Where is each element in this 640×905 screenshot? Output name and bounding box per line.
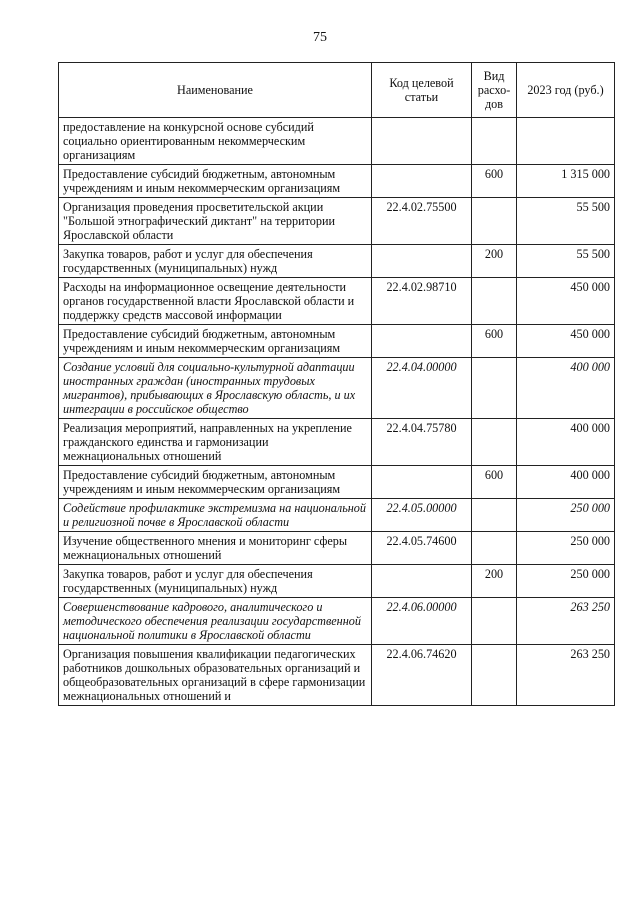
header-name: Наименование xyxy=(59,63,372,118)
cell-kind xyxy=(472,645,517,706)
cell-code: 22.4.06.74620 xyxy=(372,645,472,706)
table-row xyxy=(59,532,615,565)
cell-kind: 600 xyxy=(472,165,517,198)
page-number: 75 xyxy=(313,30,327,45)
cell-amount: 1 315 000 xyxy=(517,165,615,198)
cell-kind: 600 xyxy=(472,466,517,499)
cell-code: 22.4.04.75780 xyxy=(372,419,472,466)
cell-name: Расходы на информационное освещение деятельности органов государственной власти Ярославской области и поддержку средств массовой информации xyxy=(59,278,372,325)
cell-code: 22.4.05.74600 xyxy=(372,532,472,565)
cell-amount: 250 000 xyxy=(517,532,615,565)
cell-name: Организация проведения просветительской акции "Большой этнографический диктант" на территории Ярославской области xyxy=(59,198,372,245)
cell-amount: 55 500 xyxy=(517,198,615,245)
table-row xyxy=(59,165,615,198)
cell-amount: 450 000 xyxy=(517,278,615,325)
cell-name: Совершенствование кадрового, аналитического и методического обеспечения реализации государственной национальной политики в Ярославской области xyxy=(59,598,372,645)
table-row xyxy=(59,645,615,706)
cell-code xyxy=(372,466,472,499)
header-kind: Вид расхо-дов xyxy=(472,63,517,118)
cell-name: Изучение общественного мнения и мониторинг сферы межнациональных отношений xyxy=(59,532,372,565)
cell-kind xyxy=(472,499,517,532)
cell-amount: 450 000 xyxy=(517,325,615,358)
cell-code: 22.4.05.00000 xyxy=(372,499,472,532)
table-body xyxy=(59,118,615,706)
cell-kind xyxy=(472,532,517,565)
cell-name: Закупка товаров, работ и услуг для обеспечения государственных (муниципальных) нужд xyxy=(59,565,372,598)
cell-name: Предоставление субсидий бюджетным, автономным учреждениям и иным некоммерческим организациям xyxy=(59,466,372,499)
cell-name: предоставление на конкурсной основе субсидий социально ориентированным некоммерческим организациям xyxy=(59,118,372,165)
cell-code: 22.4.04.00000 xyxy=(372,358,472,419)
cell-code xyxy=(372,245,472,278)
table-row xyxy=(59,499,615,532)
cell-amount: 400 000 xyxy=(517,419,615,466)
cell-amount: 250 000 xyxy=(517,565,615,598)
table-row xyxy=(59,198,615,245)
cell-name: Закупка товаров, работ и услуг для обеспечения государственных (муниципальных) нужд xyxy=(59,245,372,278)
cell-code: 22.4.06.00000 xyxy=(372,598,472,645)
cell-kind xyxy=(472,278,517,325)
cell-name: Предоставление субсидий бюджетным, автономным учреждениям и иным некоммерческим организациям xyxy=(59,165,372,198)
cell-code xyxy=(372,325,472,358)
cell-kind: 600 xyxy=(472,325,517,358)
cell-kind xyxy=(472,118,517,165)
table-row xyxy=(59,358,615,419)
cell-amount: 250 000 xyxy=(517,499,615,532)
cell-kind xyxy=(472,419,517,466)
cell-kind: 200 xyxy=(472,245,517,278)
cell-amount: 263 250 xyxy=(517,645,615,706)
cell-amount: 400 000 xyxy=(517,358,615,419)
header-amount: 2023 год (руб.) xyxy=(517,63,615,118)
cell-name: Создание условий для социально-культурной адаптации иностранных граждан (иностранных трудовых мигрантов), прибывающих в Ярославскую область, и их интеграции в российское общество xyxy=(59,358,372,419)
table-row xyxy=(59,325,615,358)
cell-kind xyxy=(472,598,517,645)
cell-name: Организация повышения квалификации педагогических работников дошкольных образовательных организаций и общеобразовательных организаций в сфере гармонизации межнациональных отношений и xyxy=(59,645,372,706)
table-row xyxy=(59,598,615,645)
cell-amount: 263 250 xyxy=(517,598,615,645)
table-row xyxy=(59,245,615,278)
cell-kind xyxy=(472,358,517,419)
table-header-row xyxy=(59,63,615,118)
cell-amount: 400 000 xyxy=(517,466,615,499)
cell-code xyxy=(372,118,472,165)
cell-kind xyxy=(472,198,517,245)
table-row xyxy=(59,565,615,598)
table-row xyxy=(59,118,615,165)
cell-name: Содействие профилактике экстремизма на национальной и религиозной почве в Ярославской области xyxy=(59,499,372,532)
cell-name: Предоставление субсидий бюджетным, автономным учреждениям и иным некоммерческим организациям xyxy=(59,325,372,358)
table-row xyxy=(59,278,615,325)
cell-code xyxy=(372,165,472,198)
cell-code: 22.4.02.75500 xyxy=(372,198,472,245)
cell-code xyxy=(372,565,472,598)
cell-code: 22.4.02.98710 xyxy=(372,278,472,325)
cell-kind: 200 xyxy=(472,565,517,598)
cell-amount: 55 500 xyxy=(517,245,615,278)
budget-table xyxy=(58,62,615,706)
header-code: Код целевой статьи xyxy=(372,63,472,118)
table-row xyxy=(59,466,615,499)
cell-name: Реализация мероприятий, направленных на укрепление гражданского единства и гармонизации межнациональных отношений xyxy=(59,419,372,466)
table-row xyxy=(59,419,615,466)
cell-amount xyxy=(517,118,615,165)
